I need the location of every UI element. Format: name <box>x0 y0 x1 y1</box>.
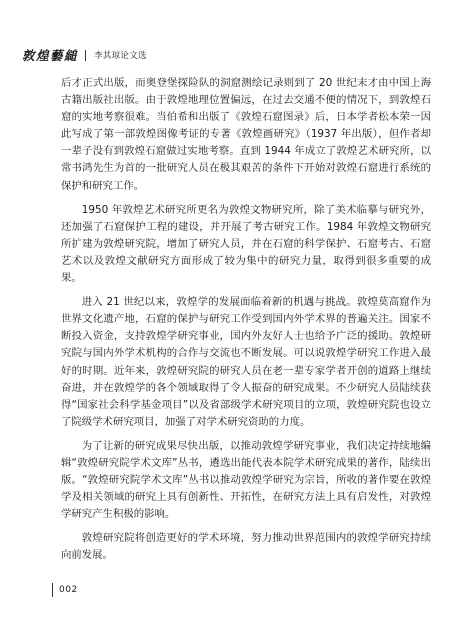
page-footer <box>52 583 78 597</box>
paragraph-4: 为了让新的研究成果尽快出版，以推动敦煌学研究事业，我们决定持续地编辑“敦煌研究院学术文库”丛书，遴选出能代表本院学术研究成果的著作，陆续出版。“敦煌研究院学术文库”丛书以推动敦煌学研究为宗旨，所收的著作要在敦煌学及相关领域的研究上具有创新性、开拓性，在研究方法上具有启发性，对敦煌学研究产生积极的影响。 <box>61 439 431 521</box>
page-number: 002 <box>59 585 78 595</box>
header-divider <box>85 50 86 61</box>
paragraph-1: 后才正式出版，而奥登堡探险队的洞窟测绘记录则到了 20 世纪末才由中国上海古籍出版社出版。由于敦煌地理位置偏远，在过去交通不便的情况下，到敦煌石窟的实地考察很难。当伯希和出版了《敦煌石窟图录》后，日本学者松本荣一因此写成了第一部敦煌图像考证的专著《敦煌画研究》（1937 年出版），但作者却一辈子没有到敦煌石窟做过实地考察。直到 1944 年成立了敦煌艺术研究所，以常书鸿先生为首的一批研究人员在极其艰苦的条件下开始对敦煌石窟进行系统的保护和研究工作。 <box>61 77 431 192</box>
book-series-title: 李其琼论文选 <box>94 51 147 61</box>
running-header <box>22 46 147 64</box>
book-brand-title: 敦煌藝縋 <box>22 48 79 63</box>
footer-bar <box>52 583 53 597</box>
paragraph-5: 敦煌研究院将创造更好的学术环境，努力推动世界范围内的敦煌学研究持续向前发展。 <box>61 532 431 562</box>
paragraph-3: 进入 21 世纪以来，敦煌学的发展面临着新的机遇与挑战。敦煌莫高窟作为世界文化遗产地，石窟的保护与研究工作受到国内外学术界的普遍关注。国家不断投入资金，支持敦煌学研究事业，国内外友好人士也给予广泛的援助。敦煌研究院与国内外学术机构的合作与交流也不断发展。可以说敦煌学研究工作进入最好的时期。近年来，敦煌研究院的研究人员在老一辈专家学者开创的道路上继续奋进，并在敦煌学的各个领域取得了令人振奋的研究成果。不少研究人员陆续获得“国家社会科学基金项目”以及省部级学术研究项目的立项，敦煌研究院也设立了院级学术研究项目，加强了对学术研究资助的力度。 <box>61 296 431 428</box>
paragraph-2: 1950 年敦煌艺术研究所更名为敦煌文物研究所，除了美术临摹与研究外，还加强了石窟保护工程的建设，并开展了考古研究工作。1984 年敦煌文物研究所扩建为敦煌研究院，增加了研究人员，并在石窟的科学保护、石窟考古、石窟艺术以及敦煌文献研究方面形成了较为集中的研究力量，取得到很多重要的成果。 <box>61 203 431 285</box>
body-text <box>61 75 431 572</box>
